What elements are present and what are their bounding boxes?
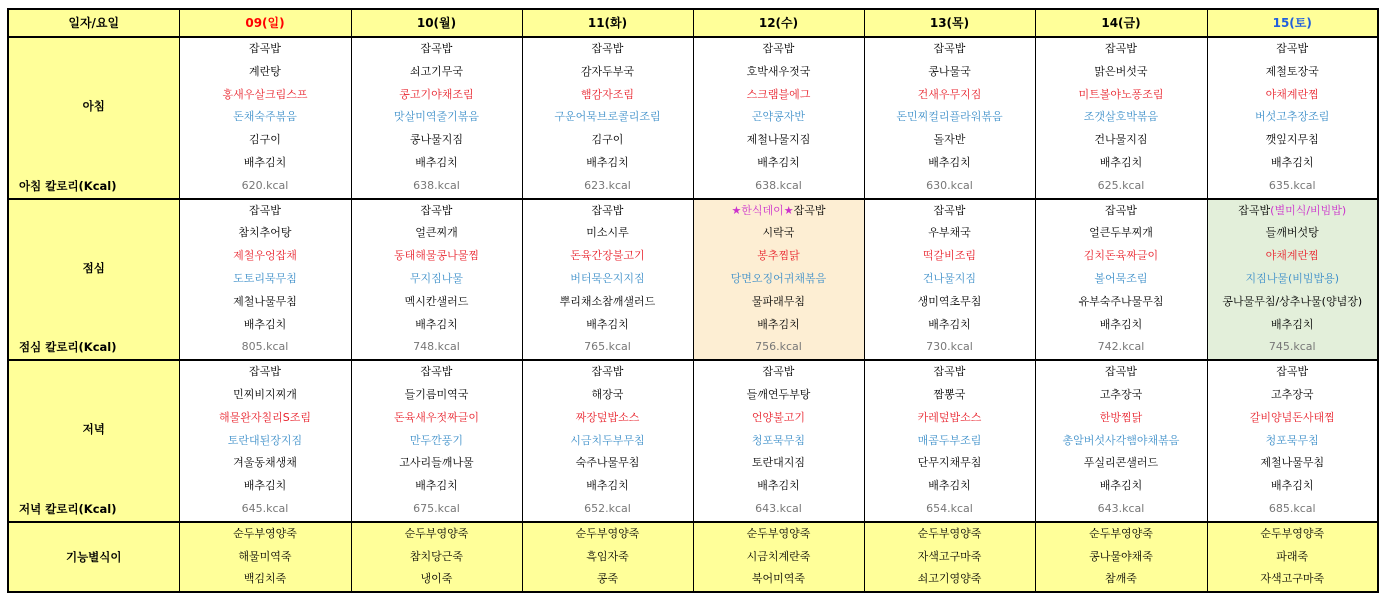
dinner-kcal-label: 저녁 칼로리(Kcal)	[8, 498, 179, 522]
menu-body	[8, 37, 1378, 592]
dinner-item-monday: 들기름미역국	[351, 384, 522, 407]
lunch-kcal-label: 점심 칼로리(Kcal)	[8, 336, 179, 360]
lunch-kcal-monday: 748.kcal	[351, 336, 522, 360]
lunch-item-thursday: 건나물지짐	[864, 268, 1035, 291]
dinner-item-saturday: 갈비양념돈사태찜	[1207, 407, 1378, 430]
breakfast-row	[8, 129, 1378, 152]
dinner-kcal-wednesday: 643.kcal	[693, 498, 864, 522]
lunch-item-wednesday	[693, 199, 864, 223]
dinner-item-tuesday: 시금치두부무침	[522, 430, 693, 453]
dinner-item-monday: 배추김치	[351, 475, 522, 498]
dinner-item-thursday: 짬뽕국	[864, 384, 1035, 407]
lunch-item-thursday: 떡갈비조림	[864, 245, 1035, 268]
lunch-item-saturday: 콩나물무침/상추나물(양념장)	[1207, 291, 1378, 314]
lunch-row	[8, 291, 1378, 314]
weekly-meal-table	[7, 8, 1379, 593]
dinner-item-sunday: 해물완자칠리S조림	[179, 407, 351, 430]
lunch-item-sunday: 잡곡밥	[179, 199, 351, 223]
dinner-item-wednesday: 들깨연두부탕	[693, 384, 864, 407]
dinner-row	[8, 430, 1378, 453]
breakfast-item-sunday: 배추김치	[179, 152, 351, 175]
breakfast-row	[8, 37, 1378, 61]
lunch-item-saturday: 야채계란찜	[1207, 245, 1378, 268]
functional-item-sunday: 백김치죽	[179, 568, 351, 592]
lunch-item-thursday: 우부채국	[864, 222, 1035, 245]
dinner-item-saturday: 청포묵무침	[1207, 430, 1378, 453]
lunch-item-friday: 배추김치	[1035, 314, 1207, 337]
lunch-item-monday: 잡곡밥	[351, 199, 522, 223]
lunch-row	[8, 314, 1378, 337]
dinner-item-tuesday: 짜장덮밥소스	[522, 407, 693, 430]
lunch-item-sunday: 도토리묵무침	[179, 268, 351, 291]
dinner-row	[8, 407, 1378, 430]
breakfast-item-thursday: 배추김치	[864, 152, 1035, 175]
lunch-kcal-wednesday: 756.kcal	[693, 336, 864, 360]
rice-item: 잡곡밥	[793, 203, 826, 217]
dinner-item-monday: 돈육새우젓짜글이	[351, 407, 522, 430]
dinner-item-wednesday: 배추김치	[693, 475, 864, 498]
dinner-row	[8, 360, 1378, 384]
breakfast-item-monday: 맛살미역줄기볶음	[351, 106, 522, 129]
header-corner: 일자/요일	[8, 9, 179, 37]
lunch-item-wednesday: 물파래무침	[693, 291, 864, 314]
breakfast-item-friday: 조갯살호박볶음	[1035, 106, 1207, 129]
breakfast-item-sunday: 돈채숙주볶음	[179, 106, 351, 129]
breakfast-kcal-thursday: 630.kcal	[864, 175, 1035, 199]
dinner-item-saturday: 고추장국	[1207, 384, 1378, 407]
dinner-item-thursday: 배추김치	[864, 475, 1035, 498]
dinner-row	[8, 475, 1378, 498]
lunch-item-saturday: 배추김치	[1207, 314, 1378, 337]
lunch-kcal-tuesday: 765.kcal	[522, 336, 693, 360]
dinner-item-thursday: 잡곡밥	[864, 360, 1035, 384]
breakfast-item-sunday: 김구이	[179, 129, 351, 152]
lunch-kcal-row	[8, 336, 1378, 360]
lunch-item-friday: 유부숙주나물무침	[1035, 291, 1207, 314]
breakfast-kcal-sunday: 620.kcal	[179, 175, 351, 199]
functional-item-friday: 참깨죽	[1035, 568, 1207, 592]
breakfast-item-tuesday: 감자두부국	[522, 61, 693, 84]
breakfast-item-saturday: 깻잎지무침	[1207, 129, 1378, 152]
lunch-kcal-saturday: 745.kcal	[1207, 336, 1378, 360]
lunch-row	[8, 245, 1378, 268]
header-day-monday: 10(월)	[351, 9, 522, 37]
functional-item-thursday: 자색고구마죽	[864, 546, 1035, 569]
lunch-item-sunday: 참치추어탕	[179, 222, 351, 245]
breakfast-row	[8, 61, 1378, 84]
lunch-item-tuesday: 미소시루	[522, 222, 693, 245]
dinner-item-sunday: 배추김치	[179, 475, 351, 498]
functional-item-saturday: 파래죽	[1207, 546, 1378, 569]
dinner-row	[8, 452, 1378, 475]
dinner-item-saturday: 제철나물무침	[1207, 452, 1378, 475]
lunch-item-thursday: 생미역초무침	[864, 291, 1035, 314]
rice-item: 잡곡밥	[1238, 203, 1271, 217]
lunch-item-saturday: 지짐나물(비빔밥용)	[1207, 268, 1378, 291]
dinner-kcal-thursday: 654.kcal	[864, 498, 1035, 522]
functional-item-monday: 냉이죽	[351, 568, 522, 592]
lunch-item-sunday: 배추김치	[179, 314, 351, 337]
breakfast-item-tuesday: 배추김치	[522, 152, 693, 175]
breakfast-item-wednesday: 곤약콩자반	[693, 106, 864, 129]
dinner-item-monday: 만두깐풍기	[351, 430, 522, 453]
breakfast-item-saturday: 잡곡밥	[1207, 37, 1378, 61]
functional-item-wednesday: 순두부영양죽	[693, 522, 864, 546]
breakfast-kcal-label: 아침 칼로리(Kcal)	[8, 175, 179, 199]
lunch-item-monday: 무지짐나물	[351, 268, 522, 291]
breakfast-label: 아침	[8, 37, 179, 175]
functional-label: 기능별식이	[8, 522, 179, 592]
breakfast-item-tuesday: 잡곡밥	[522, 37, 693, 61]
lunch-label: 점심	[8, 199, 179, 337]
functional-item-tuesday: 순두부영양죽	[522, 522, 693, 546]
dinner-kcal-saturday: 685.kcal	[1207, 498, 1378, 522]
dinner-item-friday: 총알버섯사각햄야채볶음	[1035, 430, 1207, 453]
lunch-row	[8, 222, 1378, 245]
functional-item-wednesday: 시금치계란죽	[693, 546, 864, 569]
lunch-item-friday: 잡곡밥	[1035, 199, 1207, 223]
breakfast-item-sunday: 홍새우살크림스프	[179, 84, 351, 107]
dinner-item-sunday: 잡곡밥	[179, 360, 351, 384]
functional-item-tuesday: 흑임자죽	[522, 546, 693, 569]
breakfast-item-saturday: 제철토장국	[1207, 61, 1378, 84]
breakfast-item-thursday: 콩나물국	[864, 61, 1035, 84]
breakfast-item-saturday: 야채계란찜	[1207, 84, 1378, 107]
dinner-kcal-tuesday: 652.kcal	[522, 498, 693, 522]
breakfast-item-sunday: 잡곡밥	[179, 37, 351, 61]
korean-day-tag: ★한식데이★	[731, 203, 794, 217]
breakfast-item-friday: 잡곡밥	[1035, 37, 1207, 61]
lunch-item-monday: 동태해물콩나물찜	[351, 245, 522, 268]
lunch-item-monday: 배추김치	[351, 314, 522, 337]
breakfast-item-wednesday: 제철나물지짐	[693, 129, 864, 152]
dinner-item-sunday: 토란대된장지짐	[179, 430, 351, 453]
lunch-kcal-friday: 742.kcal	[1035, 336, 1207, 360]
breakfast-kcal-friday: 625.kcal	[1035, 175, 1207, 199]
lunch-row	[8, 268, 1378, 291]
lunch-item-monday: 멕시칸샐러드	[351, 291, 522, 314]
header-row	[8, 9, 1378, 37]
breakfast-item-monday: 콩고기야채조림	[351, 84, 522, 107]
breakfast-item-sunday: 계란탕	[179, 61, 351, 84]
dinner-item-monday: 고사리들깨나물	[351, 452, 522, 475]
breakfast-kcal-tuesday: 623.kcal	[522, 175, 693, 199]
breakfast-item-monday: 잡곡밥	[351, 37, 522, 61]
functional-row	[8, 568, 1378, 592]
lunch-item-tuesday: 배추김치	[522, 314, 693, 337]
lunch-item-thursday: 잡곡밥	[864, 199, 1035, 223]
breakfast-row	[8, 84, 1378, 107]
dinner-item-wednesday: 토란대지짐	[693, 452, 864, 475]
dinner-item-thursday: 카레덮밥소스	[864, 407, 1035, 430]
lunch-item-thursday: 배추김치	[864, 314, 1035, 337]
dinner-item-sunday: 민찌비지찌개	[179, 384, 351, 407]
lunch-item-tuesday: 뿌리채소참깨샐러드	[522, 291, 693, 314]
breakfast-item-friday: 배추김치	[1035, 152, 1207, 175]
dinner-kcal-row	[8, 498, 1378, 522]
functional-item-saturday: 자색고구마죽	[1207, 568, 1378, 592]
functional-item-monday: 참치당근죽	[351, 546, 522, 569]
breakfast-item-monday: 배추김치	[351, 152, 522, 175]
functional-item-thursday: 쇠고기영양죽	[864, 568, 1035, 592]
dinner-item-thursday: 단무지채무침	[864, 452, 1035, 475]
dinner-item-thursday: 매콤두부조림	[864, 430, 1035, 453]
breakfast-item-tuesday: 김구이	[522, 129, 693, 152]
dinner-item-sunday: 겨울동채생채	[179, 452, 351, 475]
dinner-kcal-monday: 675.kcal	[351, 498, 522, 522]
dinner-item-friday: 한방찜닭	[1035, 407, 1207, 430]
breakfast-item-tuesday: 햄감자조림	[522, 84, 693, 107]
lunch-kcal-thursday: 730.kcal	[864, 336, 1035, 360]
header-day-wednesday: 12(수)	[693, 9, 864, 37]
header-day-tuesday: 11(화)	[522, 9, 693, 37]
dinner-kcal-friday: 643.kcal	[1035, 498, 1207, 522]
lunch-item-friday: 얼큰두부찌개	[1035, 222, 1207, 245]
lunch-item-saturday	[1207, 199, 1378, 223]
breakfast-kcal-wednesday: 638.kcal	[693, 175, 864, 199]
functional-item-thursday: 순두부영양죽	[864, 522, 1035, 546]
lunch-item-wednesday: 배추김치	[693, 314, 864, 337]
dinner-item-friday: 고추장국	[1035, 384, 1207, 407]
header-day-friday: 14(금)	[1035, 9, 1207, 37]
functional-item-sunday: 순두부영양죽	[179, 522, 351, 546]
functional-item-monday: 순두부영양죽	[351, 522, 522, 546]
lunch-item-tuesday: 버터묵은지지짐	[522, 268, 693, 291]
header-day-sunday: 09(일)	[179, 9, 351, 37]
dinner-kcal-sunday: 645.kcal	[179, 498, 351, 522]
dinner-item-saturday: 잡곡밥	[1207, 360, 1378, 384]
breakfast-item-wednesday: 배추김치	[693, 152, 864, 175]
functional-item-friday: 콩나물야채죽	[1035, 546, 1207, 569]
dinner-item-tuesday: 해장국	[522, 384, 693, 407]
dinner-item-friday: 배추김치	[1035, 475, 1207, 498]
lunch-item-wednesday: 시락국	[693, 222, 864, 245]
special-meal-tag: (별미식/비빔밥)	[1270, 203, 1347, 217]
breakfast-row	[8, 152, 1378, 175]
breakfast-item-saturday: 버섯고추장조림	[1207, 106, 1378, 129]
lunch-item-friday: 김치돈육짜글이	[1035, 245, 1207, 268]
breakfast-kcal-row	[8, 175, 1378, 199]
header-day-thursday: 13(목)	[864, 9, 1035, 37]
breakfast-item-friday: 건나물지짐	[1035, 129, 1207, 152]
functional-item-friday: 순두부영양죽	[1035, 522, 1207, 546]
breakfast-item-monday: 쇠고기무국	[351, 61, 522, 84]
breakfast-item-thursday: 잡곡밥	[864, 37, 1035, 61]
dinner-item-wednesday: 잡곡밥	[693, 360, 864, 384]
breakfast-kcal-saturday: 635.kcal	[1207, 175, 1378, 199]
dinner-item-tuesday: 숙주나물무침	[522, 452, 693, 475]
lunch-kcal-sunday: 805.kcal	[179, 336, 351, 360]
lunch-row	[8, 199, 1378, 223]
functional-item-sunday: 해물미역죽	[179, 546, 351, 569]
header-day-saturday: 15(토)	[1207, 9, 1378, 37]
breakfast-item-wednesday: 잡곡밥	[693, 37, 864, 61]
lunch-item-wednesday: 봉추찜닭	[693, 245, 864, 268]
functional-item-saturday: 순두부영양죽	[1207, 522, 1378, 546]
dinner-item-wednesday: 청포묵무침	[693, 430, 864, 453]
lunch-item-monday: 얼큰찌개	[351, 222, 522, 245]
lunch-item-tuesday: 잡곡밥	[522, 199, 693, 223]
breakfast-item-thursday: 돌자반	[864, 129, 1035, 152]
breakfast-item-thursday: 돈민찌컬리플라워볶음	[864, 106, 1035, 129]
dinner-label: 저녁	[8, 360, 179, 498]
functional-item-wednesday: 북어미역죽	[693, 568, 864, 592]
dinner-item-saturday: 배추김치	[1207, 475, 1378, 498]
lunch-item-wednesday: 당면오징어귀채볶음	[693, 268, 864, 291]
lunch-item-sunday: 제철우엉잡채	[179, 245, 351, 268]
dinner-item-friday: 푸실리콘샐러드	[1035, 452, 1207, 475]
lunch-item-tuesday: 돈육간장불고기	[522, 245, 693, 268]
breakfast-item-friday: 맑은버섯국	[1035, 61, 1207, 84]
dinner-item-tuesday: 배추김치	[522, 475, 693, 498]
breakfast-item-monday: 콩나물지짐	[351, 129, 522, 152]
functional-item-tuesday: 콩죽	[522, 568, 693, 592]
functional-row	[8, 546, 1378, 569]
dinner-item-tuesday: 잡곡밥	[522, 360, 693, 384]
breakfast-item-wednesday: 호박새우젓국	[693, 61, 864, 84]
breakfast-item-saturday: 배추김치	[1207, 152, 1378, 175]
dinner-item-monday: 잡곡밥	[351, 360, 522, 384]
lunch-item-saturday: 들깨버섯탕	[1207, 222, 1378, 245]
lunch-item-friday: 볼어묵조림	[1035, 268, 1207, 291]
breakfast-item-thursday: 건새우무지짐	[864, 84, 1035, 107]
breakfast-row	[8, 106, 1378, 129]
breakfast-item-friday: 미트볼야노퐁조림	[1035, 84, 1207, 107]
functional-row	[8, 522, 1378, 546]
lunch-item-sunday: 제철나물무침	[179, 291, 351, 314]
breakfast-item-tuesday: 구운어묵브로콜리조림	[522, 106, 693, 129]
breakfast-item-wednesday: 스크램블에그	[693, 84, 864, 107]
breakfast-kcal-monday: 638.kcal	[351, 175, 522, 199]
dinner-item-friday: 잡곡밥	[1035, 360, 1207, 384]
dinner-item-wednesday: 언양불고기	[693, 407, 864, 430]
dinner-row	[8, 384, 1378, 407]
